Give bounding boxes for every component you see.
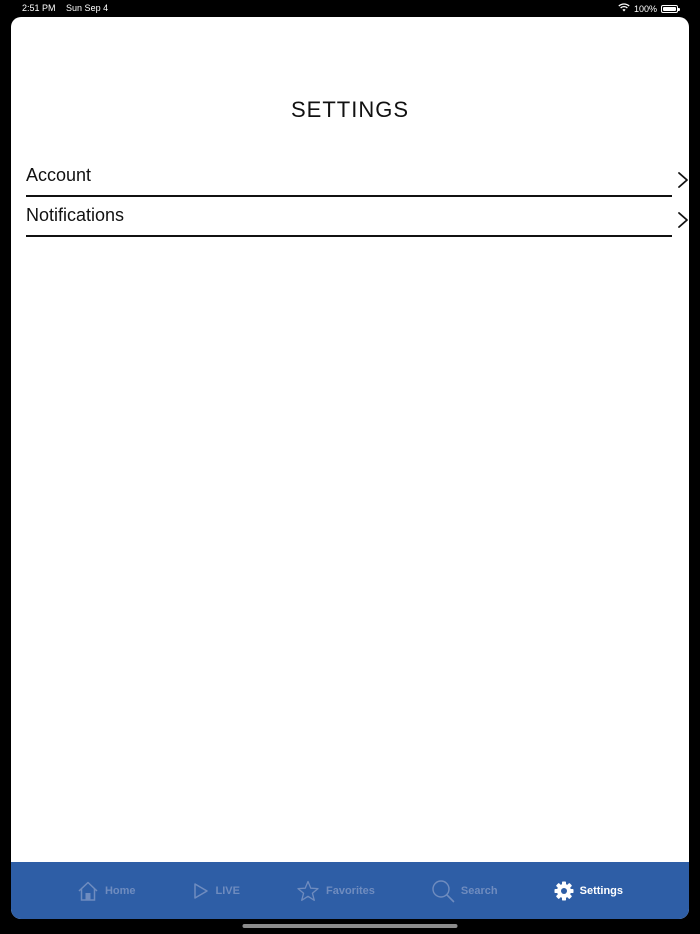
tab-favorites[interactable] xyxy=(296,880,375,902)
tab-label: Home xyxy=(104,884,136,897)
tab-search[interactable] xyxy=(431,879,498,903)
tab-home[interactable] xyxy=(77,880,136,902)
tab-label: Settings xyxy=(579,884,624,897)
tab-label: Favorites xyxy=(325,884,375,897)
home-icon xyxy=(77,880,99,902)
chevron-right-icon xyxy=(676,211,689,229)
status-bar xyxy=(0,0,700,17)
battery-percent: 100% xyxy=(633,3,657,14)
tab-settings[interactable] xyxy=(554,881,623,901)
tab-live[interactable] xyxy=(192,882,240,900)
tab-label: Search xyxy=(460,884,498,897)
status-left xyxy=(22,3,108,13)
home-indicator[interactable] xyxy=(243,924,458,928)
settings-list xyxy=(26,157,672,237)
settings-item-label: Account xyxy=(26,165,92,185)
play-icon xyxy=(192,882,210,900)
chevron-right-icon xyxy=(676,171,689,189)
tab-bar xyxy=(11,862,689,919)
status-time: 2:51 PM xyxy=(22,3,56,13)
status-date: Sun Sep 4 xyxy=(66,3,109,13)
tab-label: LIVE xyxy=(215,884,240,897)
settings-item-notifications[interactable] xyxy=(26,197,672,237)
settings-item-label: Notifications xyxy=(26,205,125,225)
star-icon xyxy=(296,880,320,902)
wifi-icon xyxy=(618,3,630,14)
battery-icon xyxy=(661,5,678,13)
page-title: SETTINGS xyxy=(290,97,409,122)
settings-item-account[interactable] xyxy=(26,157,672,197)
settings-screen xyxy=(11,17,689,919)
status-right xyxy=(618,3,678,14)
gear-icon xyxy=(554,881,574,901)
search-icon xyxy=(431,879,455,903)
